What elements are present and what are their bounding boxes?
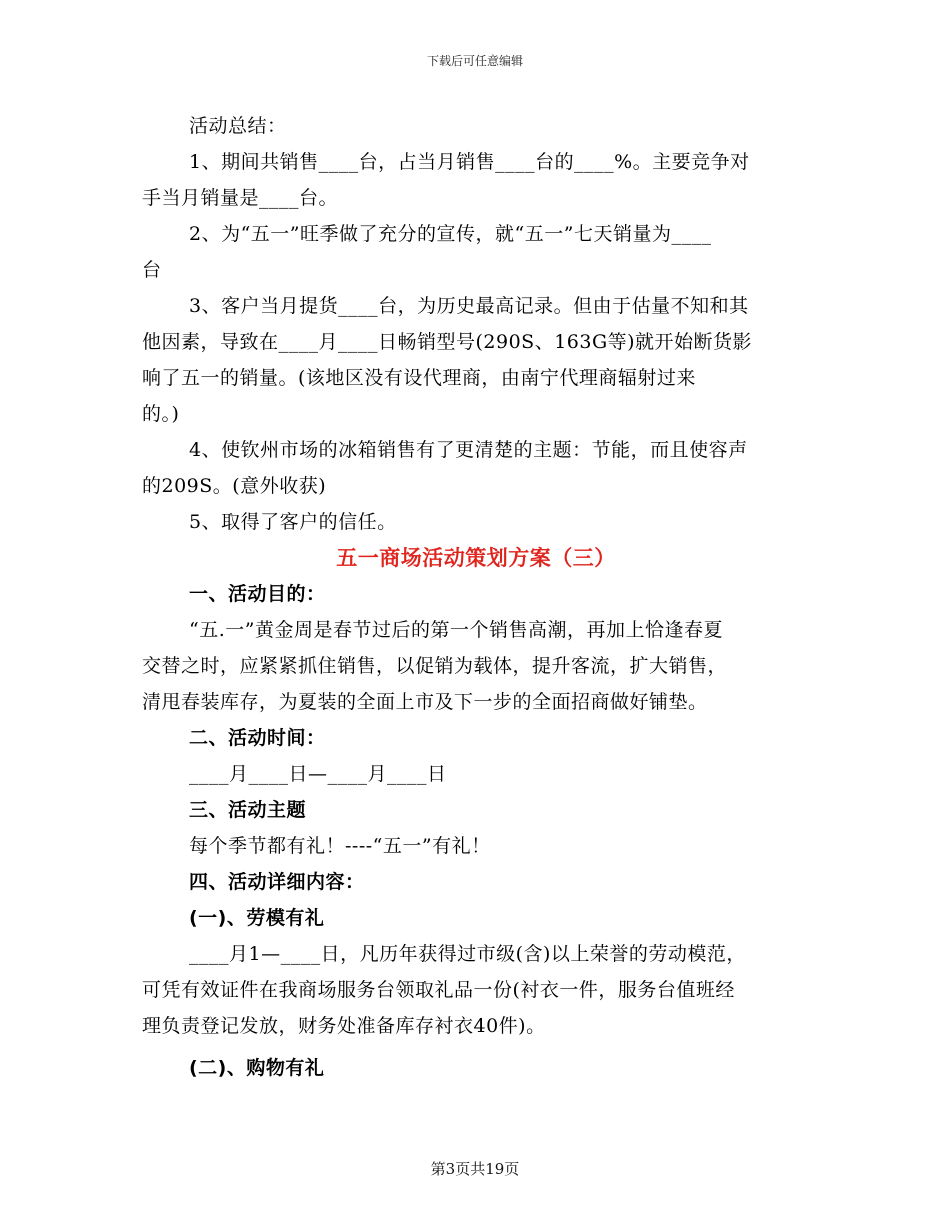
summary-item-5: 5、取得了客户的信任。 xyxy=(189,511,397,533)
section-heading-purpose: 一、活动目的： xyxy=(189,583,326,605)
summary-item-2-cont: 台 xyxy=(142,259,162,281)
section-heading-theme: 三、活动主题 xyxy=(189,799,307,821)
section-heading-details: 四、活动详细内容： xyxy=(189,871,365,893)
summary-item-4: 4、使钦州市场的冰箱销售有了更清楚的主题：节能，而且使容声 xyxy=(189,439,748,461)
summary-item-2: 2、为“五一”旺季做了充分的宣传，就“五一”七天销量为____ xyxy=(189,223,712,245)
summary-heading: 活动总结： xyxy=(189,115,287,137)
subsection-heading-model-worker: (一)、劳模有礼 xyxy=(189,907,325,929)
summary-item-3: 3、客户当月提货____台，为历史最高记录。但由于估量不知和其 xyxy=(189,295,749,317)
purpose-text-cont: 清甩春装库存，为夏装的全面上市及下一步的全面招商做好铺垫。 xyxy=(142,691,708,713)
time-text: ____月____日—____月____日 xyxy=(189,763,447,785)
theme-text: 每个季节都有礼！----“五一”有礼！ xyxy=(189,835,491,857)
subsection-heading-shopping: (二)、购物有礼 xyxy=(189,1057,325,1079)
page-footer: 第3页共19页 xyxy=(430,1160,520,1178)
summary-item-1-cont: 手当月销量是____台。 xyxy=(142,187,339,209)
summary-item-3-cont: 的。) xyxy=(142,403,180,425)
model-worker-text: ____月1—____日，凡历年获得过市级(含)以上荣誉的劳动模范， xyxy=(189,943,746,965)
summary-item-4-cont: 的209S。(意外收获) xyxy=(142,475,327,497)
document-body xyxy=(142,108,810,1086)
summary-item-1: 1、期间共销售____台，占当月销售____台的____%。主要竞争对 xyxy=(189,151,750,173)
model-worker-text-cont: 可凭有效证件在我商场服务台领取礼品一份(衬衣一件，服务台值班经 xyxy=(142,979,735,1001)
page-header: 下载后可任意编辑 xyxy=(426,54,523,68)
model-worker-text-cont: 理负责登记发放，财务处准备库存衬衣40件)。 xyxy=(142,1015,546,1037)
summary-item-3-cont: 他因素，导致在____月____日畅销型号(290S、163G等)就开始断货影 xyxy=(142,331,753,353)
summary-item-3-cont: 响了五一的销量。(该地区没有设代理商，由南宁代理商辐射过来 xyxy=(142,367,696,389)
purpose-text: “五.一”黄金周是春节过后的第一个销售高潮，再加上恰逢春夏 xyxy=(189,619,723,641)
section-heading-time: 二、活动时间： xyxy=(189,727,326,749)
purpose-text-cont: 交替之时，应紧紧抓住销售，以促销为载体，提升客流，扩大销售， xyxy=(142,655,728,677)
section-title: 五一商场活动策划方案（三） xyxy=(336,546,616,570)
